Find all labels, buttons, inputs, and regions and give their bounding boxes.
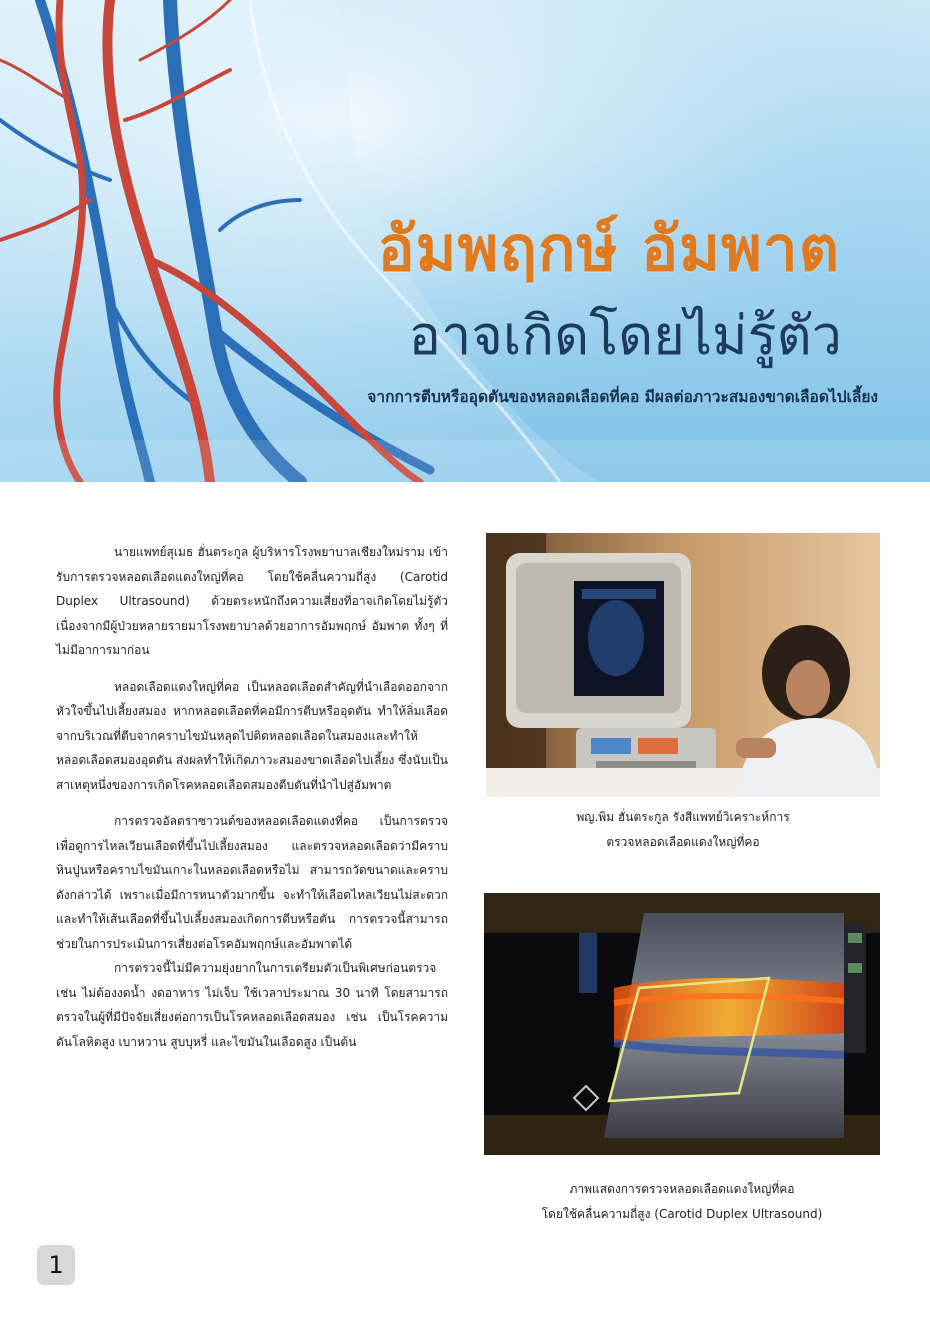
- caption-line: พญ.พิม ฮั่นตระกูล รังสีแพทย์วิเคราะห์การ: [576, 810, 790, 824]
- caption-line: ตรวจหลอดเลือดแดงใหญ่ที่คอ: [606, 835, 760, 849]
- body-paragraph: การตรวจอัลตราซาวนด์ของหลอดเลือดแดงที่คอ เป็นการตรวจเพื่อดูการไหลเวียนเลือดที่ขึ้นไปเลี้ยงสมอง และตรวจหลอดเลือดว่ามีคราบหินปูนหรือคราบไขมันเกาะในหลอดเลือดหรือไม่ สามารถวัดขนาดและคราบดังกล่าวได้ เพราะเมื่อมีการหนาตัวมากขึ้น จะทำให้เลือดไหลเวียนไม่สะดวกและทำให้เส้นเลือดที่ขึ้นไปเลี้ยงสมองเกิดการตีบหรือตัน การตรวจนี้สามารถช่วยในการประเมินการเสี่ยงต่อโรคอัมพฤกษ์และอัมพาตได้: [56, 814, 448, 951]
- caption-line: ภาพแสดงการตรวจหลอดเลือดแดงใหญ่ที่คอ: [569, 1182, 795, 1196]
- article-title-line2: อาจเกิดโดยไม่รู้ตัว: [408, 304, 842, 367]
- photo1-caption: [486, 805, 880, 855]
- article-subtitle: จากการตีบหรืออุดตันของหลอดเลือดที่คอ มีผลต่อภาวะสมองขาดเลือดไปเลี้ยง: [367, 388, 878, 406]
- photo2-caption: [484, 1177, 880, 1227]
- photo-carotid-doppler-scan: [484, 893, 880, 1155]
- body-paragraph: หลอดเลือดแดงใหญ่ที่คอ เป็นหลอดเลือดสำคัญที่นำเลือดออกจากหัวใจขึ้นไปเลี้ยงสมอง หากหลอดเลือดที่คอมีการตีบหรืออุดตัน ทำให้ลิ่มเลือดจากบริเวณที่ตีบจากคราบไขมันหลุดไปติดหลอดเลือดในสมองและทำให้หลอดเลือดสมองอุดตัน ส่งผลทำให้เกิดภาวะสมองขาดเลือดไปเลี้ยง ซึ่งนับเป็นสาเหตุหนึ่งของการเกิดโรคหลอดเลือดสมองตีบตันที่นำไปสู่อัมพาต: [56, 679, 448, 792]
- article-title-line1: อัมพฤกษ์ อัมพาต: [377, 212, 840, 285]
- hero-banner: [0, 0, 930, 482]
- body-paragraph: การตรวจนี้ไม่มีความยุ่งยากในการเตรียมตัวเป็นพิเศษก่อนตรวจ เช่น ไม่ต้องงดน้ำ งดอาหาร ไม่เจ็บ ใช้เวลาประมาณ 30 นาที โดยสามารถตรวจในผู้ที่มีปัจจัยเสี่ยงต่อการเป็นโรคหลอดเลือดสมอง เช่น เป็นโรคความดันโลหิตสูง เบาหวาน สูบบุหรี่ และไขมันในเลือดสูง เป็นต้น: [56, 961, 448, 1049]
- article-body: [56, 540, 448, 1066]
- page-number: 1: [37, 1245, 75, 1285]
- caption-line: โดยใช้คลื่นความถี่สูง (Carotid Duplex Ultrasound): [541, 1207, 823, 1221]
- body-paragraph: นายแพทย์สุเมธ ฮั่นตระกูล ผู้บริหารโรงพยาบาลเชียงใหม่ราม เข้ารับการตรวจหลอดเลือดแดงใหญ่ที่คอ โดยใช้คลื่นความถี่สูง (Carotid Duplex Ultrasound) ด้วยตระหนักถึงความเสี่ยงที่อาจเกิดโดยไม่รู้ตัว เนื่องจากมีผู้ป่วยหลายรายมาโรงพยาบาลด้วยอาการอัมพฤกษ์ อัมพาต ทั้งๆ ที่ไม่มีอาการมาก่อน: [56, 545, 448, 657]
- photo-doctor-ultrasound: [486, 533, 880, 797]
